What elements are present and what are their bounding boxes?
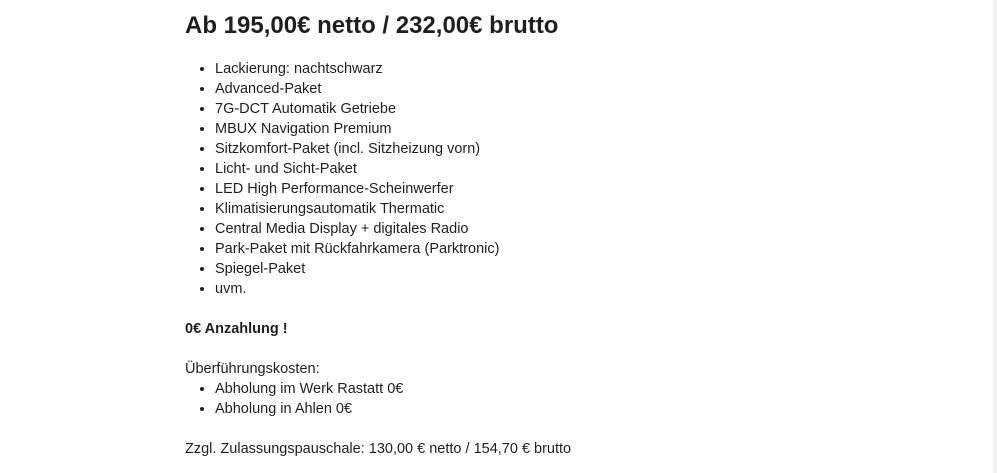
scrollbar-track[interactable]: [993, 0, 997, 473]
price-title: Ab 195,00€ netto / 232,00€ brutto: [185, 12, 559, 39]
list-item: • Licht- und Sicht-Paket: [215, 159, 885, 179]
transfer-costs-list: [185, 379, 885, 419]
list-item: • Abholung im Werk Rastatt 0€: [215, 379, 885, 399]
down-payment-note: 0€ Anzahlung !: [185, 321, 288, 337]
list-item: • MBUX Navigation Premium: [215, 119, 885, 139]
list-item: • 7G-DCT Automatik Getriebe: [215, 99, 885, 119]
feature-list: [185, 59, 885, 299]
list-item: • Spiegel-Paket: [215, 259, 885, 279]
list-item: • LED High Performance-Scheinwerfer: [215, 179, 885, 199]
list-item: • Klimatisierungsautomatik Thermatic: [215, 199, 885, 219]
list-item: • Abholung in Ahlen 0€: [215, 399, 885, 419]
list-item: • Park-Paket mit Rückfahrkamera (Parktronic): [215, 239, 885, 259]
list-item: • Central Media Display + digitales Radio: [215, 219, 885, 239]
list-item: • Advanced-Paket: [215, 79, 885, 99]
list-item: • Sitzkomfort-Paket (incl. Sitzheizung vorn): [215, 139, 885, 159]
list-item: • uvm.: [215, 279, 885, 299]
list-item: • Lackierung: nachtschwarz: [215, 59, 885, 79]
transfer-costs-label: Überführungskosten:: [185, 361, 320, 377]
offer-description: [185, 10, 885, 459]
registration-fee-note: Zzgl. Zulassungspauschale: 130,00 € netto / 154,70 € brutto: [185, 441, 572, 457]
